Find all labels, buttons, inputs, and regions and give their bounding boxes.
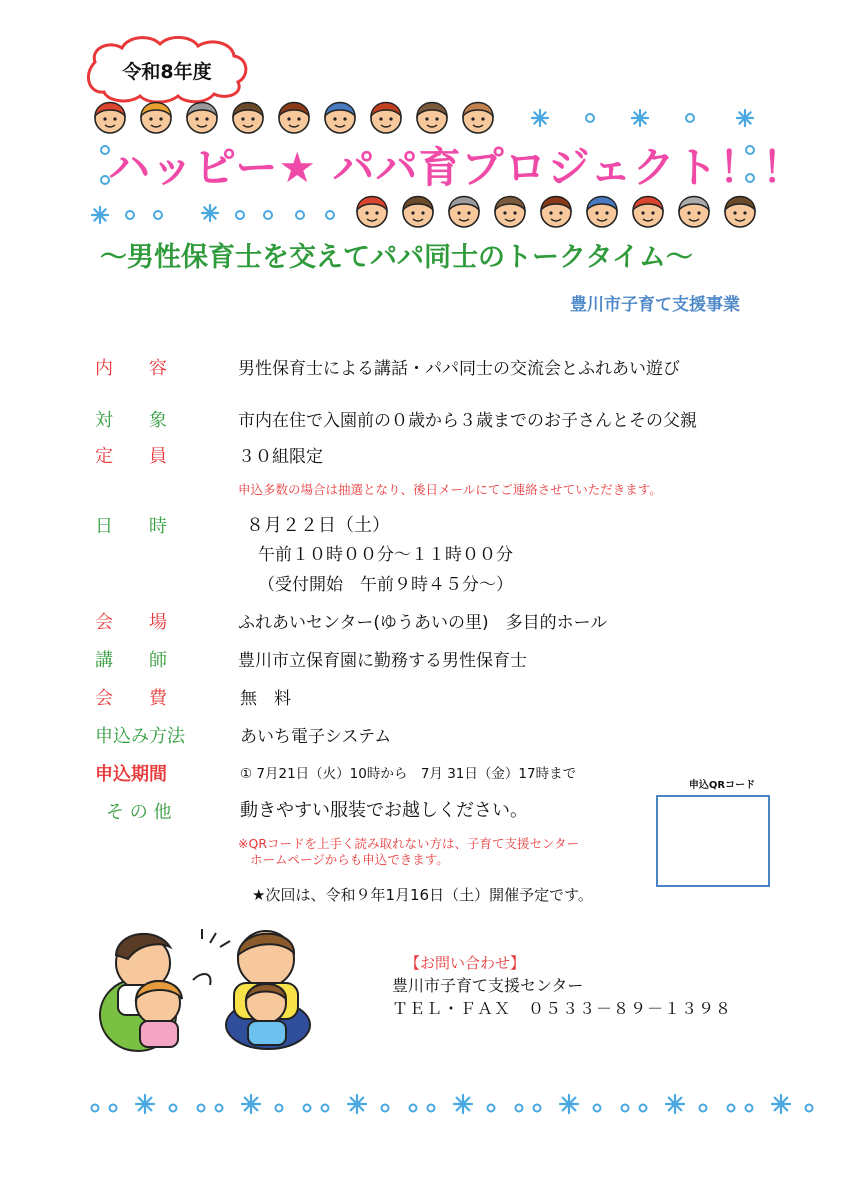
lecturer-label: 講 師 <box>95 650 167 671</box>
face-icon <box>357 197 387 228</box>
face-icon <box>449 197 479 228</box>
face-icon <box>325 103 355 134</box>
dot-icon <box>728 1105 735 1112</box>
face-icon <box>463 103 493 134</box>
contact-name: 豊川市子育て支援センター <box>392 976 584 995</box>
dot-icon <box>170 1105 177 1112</box>
dot-icon <box>640 1105 647 1112</box>
face-icon <box>495 197 525 228</box>
snowflake-icon <box>772 1095 790 1113</box>
snowflake-icon <box>136 1095 154 1113</box>
face-icon <box>417 103 447 134</box>
period-value: ① 7月21日（火）10時から 7月 31日（金）17時まで <box>240 766 577 782</box>
snowflake-icon <box>202 205 218 221</box>
capacity-label: 定 員 <box>95 446 167 467</box>
target-value: 市内在住で入園前の０歳から３歳までのお子さんとその父親 <box>238 411 697 431</box>
snowflake-icon <box>92 207 108 223</box>
page-title: ハッピー★ パパ育プロジェクト！！ <box>108 143 805 192</box>
dot-icon <box>686 114 694 122</box>
dot-icon <box>516 1105 523 1112</box>
dot-icon <box>92 1105 99 1112</box>
capacity-note: 申込多数の場合は抽選となり、後日メールにてご連絡させていただきます。 <box>238 482 662 497</box>
page-subtitle: ～男性保育士を交えてパパ同士のトークタイム～ <box>100 242 693 273</box>
dot-icon <box>236 211 244 219</box>
dot-icon <box>216 1105 223 1112</box>
dot-icon <box>700 1105 707 1112</box>
dot-icon <box>382 1105 389 1112</box>
dot-icon <box>110 1105 117 1112</box>
contact-heading: 【お問い合わせ】 <box>405 954 526 972</box>
snowflake-icon <box>348 1095 366 1113</box>
organizer-label: 豊川市子育て支援事業 <box>570 295 740 315</box>
method-value: あいち電子システム <box>240 727 392 747</box>
dot-icon <box>806 1105 813 1112</box>
dot-icon <box>198 1105 205 1112</box>
year-badge: 令和8年度 <box>122 61 212 83</box>
time-value: 午前１０時００分～１１時００分 <box>258 545 513 565</box>
method-label: 申込み方法 <box>95 726 185 747</box>
dot-icon <box>410 1105 417 1112</box>
snowflake-icon <box>737 110 753 126</box>
faces-row-bottom-icon <box>357 197 755 228</box>
fee-label: 会 費 <box>95 688 167 709</box>
dot-icon <box>428 1105 435 1112</box>
face-icon <box>141 103 171 134</box>
contact-phone: ＴＥＬ・ＦＡＸ ０５３３－８９－１３９８ <box>392 999 733 1018</box>
reception-value: （受付開始 午前９時４５分～） <box>258 575 513 595</box>
dot-icon <box>326 211 334 219</box>
face-icon <box>187 103 217 134</box>
dot-icon <box>534 1105 541 1112</box>
faces-row-top-icon <box>95 103 493 134</box>
period-label: 申込期間 <box>95 764 167 785</box>
dot-icon <box>264 211 272 219</box>
other-label: そ の 他 <box>106 802 172 823</box>
venue-value: ふれあいセンター(ゆうあいの里) 多目的ホール <box>238 613 608 633</box>
dot-icon <box>622 1105 629 1112</box>
snowflake-icon <box>454 1095 472 1113</box>
face-icon <box>403 197 433 228</box>
dot-icon <box>586 114 594 122</box>
snowflake-icon <box>242 1095 260 1113</box>
next-event-notice: ★次回は、令和９年1月16日（土）開催予定です。 <box>252 886 593 904</box>
dot-icon <box>296 211 304 219</box>
face-icon <box>279 103 309 134</box>
dot-icon <box>126 211 134 219</box>
content-label: 内 容 <box>95 358 167 379</box>
bottom-border-snowflake-icon <box>92 1095 813 1113</box>
dot-icon <box>304 1105 311 1112</box>
dot-icon <box>322 1105 329 1112</box>
face-icon <box>633 197 663 228</box>
snowflake-icon <box>666 1095 684 1113</box>
snowflake-icon <box>532 110 548 126</box>
other-value: 動きやすい服装でお越しください。 <box>240 800 528 821</box>
dot-icon <box>594 1105 601 1112</box>
face-icon <box>587 197 617 228</box>
face-icon <box>725 197 755 228</box>
dot-icon <box>746 1105 753 1112</box>
date-value: ８月２２日（土） <box>246 515 390 536</box>
capacity-value: ３０組限定 <box>238 447 323 467</box>
qr-code-frame[interactable] <box>656 795 770 887</box>
target-label: 対 象 <box>95 410 167 431</box>
snowflake-icon <box>632 110 648 126</box>
date-label: 日 時 <box>95 516 167 537</box>
qr-note-line2: ホームページからも申込できます。 <box>250 852 449 867</box>
lecturer-value: 豊川市立保育園に勤務する男性保育士 <box>238 651 527 671</box>
fee-value: 無 料 <box>240 689 291 709</box>
face-icon <box>371 103 401 134</box>
face-icon <box>541 197 571 228</box>
face-icon <box>679 197 709 228</box>
family-illustration-icon <box>100 929 310 1051</box>
dot-icon <box>276 1105 283 1112</box>
snowflake-icon <box>560 1095 578 1113</box>
qr-label: 申込QRコード <box>688 780 756 791</box>
qr-note-line1: ※QRコードを上手く読み取れない方は、子育て支援センター <box>238 836 579 851</box>
face-icon <box>95 103 125 134</box>
venue-label: 会 場 <box>95 612 167 633</box>
face-icon <box>233 103 263 134</box>
dot-icon <box>154 211 162 219</box>
dot-icon <box>488 1105 495 1112</box>
content-value: 男性保育士による講話・パパ同士の交流会とふれあい遊び <box>238 359 680 379</box>
